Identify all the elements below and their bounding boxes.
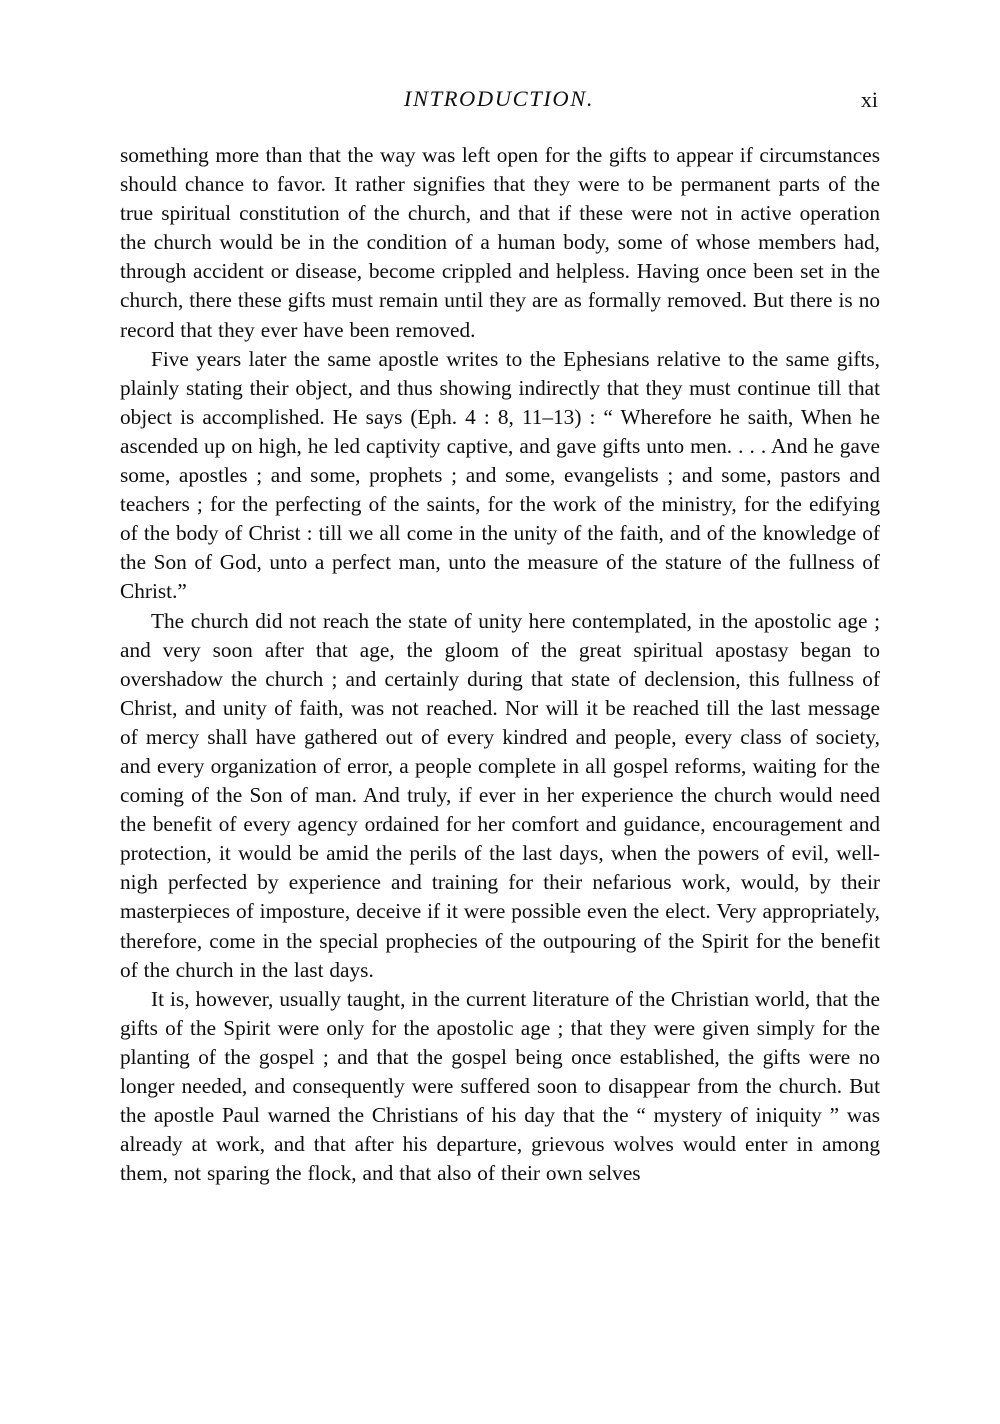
running-head-title: INTRODUCTION. — [403, 86, 595, 111]
body-text-column — [120, 141, 880, 1188]
page-bottom-edge — [0, 1362, 1000, 1424]
paragraph: Five years later the same apostle writes to the Ephesians relative to the same gifts, plainly stating their object, and thus showing indirectly that they must continue till that object is accomplished. He says (Eph. 4 : 8, 11–13) : “ Wherefore he saith, When he ascended up on high, he led captivity captive, and gave gifts unto men. . . . And he gave some, apostles ; and some, prophets ; and some, evangelists ; and some, pastors and teachers ; for the perfecting of the saints, for the work of the ministry, for the edifying of the body of Christ : till we all come in the unity of the faith, and of the knowledge of the Son of God, unto a perfect man, unto the measure of the stature of the fullness of Christ.” — [120, 346, 880, 604]
paragraph: It is, however, usually taught, in the current literature of the Christian world, that the gifts of the Spirit were only for the apostolic age ; that they were given simply for the planting of the gospel ; and that the gospel being once established, the gifts were no longer needed, and consequently were suffered soon to disappear from the church. But the apostle Paul warned the Christians of his day that the “ mystery of iniquity ” was already at work, and that after his departure, grievous wolves would enter in among them, not sparing the flock, and that also of their own selves — [120, 986, 880, 1186]
paragraph: something more than that the way was left open for the gifts to appear if circumstances should chance to favor. It rather signifies that they were to be permanent parts of the true spiritual constitution of the church, and that if these were not in active operation the church would be in the condition of a human body, some of whose members had, through accident or disease, become crippled and helpless. Having once been set in the church, there these gifts must remain until they are as formally removed. But there is no record that they ever have been removed. — [120, 143, 880, 342]
running-head — [120, 86, 878, 120]
page-number: xi — [860, 87, 878, 112]
paragraph: The church did not reach the state of unity here contemplated, in the apostolic age ; and very soon after that age, the gloom of the great spiritual apostasy began to overshadow the church ; and certainly during that state of declension, this fullness of Christ, and unity of faith, was not reached. Nor will it be reached till the last message of mercy shall have gathered out of every kindred and people, every class of society, and every organization of error, a people complete in all gospel reforms, waiting for the coming of the Son of man. And truly, if ever in her experience the church would need the benefit of every agency ordained for her comfort and guidance, encouragement and protection, it would be amid the perils of the last days, when the powers of evil, well-nigh perfected by experience and training for their nefarious work, would, by their masterpieces of imposture, deceive if it were possible even the elect. Very appropriately, therefore, come in the special prophecies of the outpouring of the Spirit for the benefit of the church in the last days. — [120, 608, 880, 982]
